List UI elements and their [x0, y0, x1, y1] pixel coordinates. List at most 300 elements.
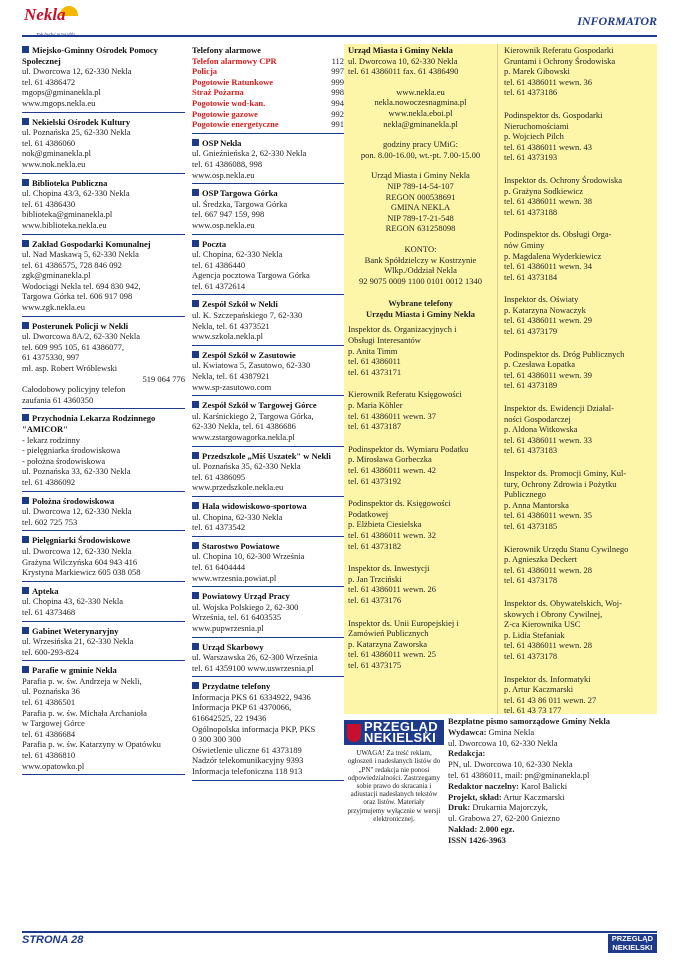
entry-line: skowych i Obrony Cywilnej,: [504, 608, 603, 619]
entry-title-text: Zespół Szkół w Nekli: [202, 299, 278, 310]
entry-line: 61 4375330, 997: [22, 352, 80, 363]
impressum-publisher: Wydawca: Gmina Nekla: [448, 726, 535, 737]
entry-title: [192, 501, 344, 512]
entry-line: Grażyna Wilczyńska 604 943 416: [22, 556, 138, 567]
entry-title-text: OSP Targowa Górka: [202, 188, 278, 199]
entry-line: - pielęgniarka środowiskowa: [22, 445, 121, 456]
contact-line: tel. 61 4386011 wewn. 32: [348, 529, 436, 540]
bullet-square-icon: [192, 351, 199, 358]
directory-entry: [192, 590, 344, 637]
entry-title: [192, 138, 344, 149]
contact-line: p. Elżbieta Ciesielska: [348, 519, 422, 530]
bullet-square-icon: [192, 189, 199, 196]
contact-entry: [348, 443, 493, 489]
directory-entry: [498, 109, 657, 166]
entry-line: p. Artur Kaczmarski: [504, 684, 574, 695]
entry-line: tel. 61 43 73 177: [504, 705, 562, 716]
alarm-row: [192, 87, 344, 98]
bullet-square-icon: [192, 300, 199, 307]
entry-line: tel. 61 4386011 wewn. 28: [504, 640, 592, 651]
entry-line: p. Marek Gibowski: [504, 66, 570, 77]
impressum-contact: tel. 61 4386011, mail: pn@gminanekla.pl: [448, 769, 590, 780]
bullet-square-icon: [22, 414, 29, 421]
entry-line: ul. Dworcowa 8A/2, 62-330 Nekla: [22, 331, 141, 342]
bullet-square-icon: [22, 536, 29, 543]
entry-line: ul. Poznańska 36: [22, 686, 80, 697]
town-hall-title: Urząd Miasta i Gminy Nekla: [348, 45, 453, 55]
entry-line: ul. Średzka, Targowa Górka: [192, 198, 288, 209]
contact-line: tel. 61 4373182: [348, 540, 402, 551]
contact-line: Zamówień Publicznych: [348, 628, 429, 639]
alarm-row: [192, 66, 344, 77]
entry-line: www.zgk.nekla.eu: [22, 302, 85, 313]
contact-line: Inspektor ds. Inwestycji: [348, 563, 430, 574]
info-line: pon. 8.00-16.00, wt.-pt. 7.00-15.00: [360, 149, 481, 160]
entry-line: ul. Poznańska 25, 62-330 Nekla: [22, 127, 131, 138]
entry-line: tel. 61 4386575, 728 846 092: [22, 259, 122, 270]
impressum: [448, 716, 657, 846]
info-line: www.nekla.eboi.pl: [388, 107, 453, 118]
alarm-service: Pogotowie wod-kan.: [192, 97, 266, 108]
info-line: Bank Spółdzielczy w Kostrzynie: [364, 254, 477, 265]
alarm-service: Telefon alarmowy CPR: [192, 55, 277, 66]
entry-line: p. Grażyna Sodkiewicz: [504, 185, 584, 196]
entry-title: [192, 451, 344, 462]
logo-word: Nekla: [24, 5, 66, 24]
entry-line: tel. 61 4386011 wewn. 28: [504, 564, 592, 575]
directory-entry: [498, 44, 657, 101]
contact-line: tel. 61 4386011 wewn. 42: [348, 465, 436, 475]
alarm-number: 998: [331, 87, 344, 98]
impressum-circulation: Nakład: 2.000 egz.: [448, 823, 515, 834]
entry-line: tel. 61 4372614: [192, 280, 246, 291]
entry-title: [192, 350, 344, 361]
entry-line: p. Katarzyna Nowaczyk: [504, 304, 586, 315]
entry-title: [192, 681, 344, 692]
entry-line: w Targowej Górce: [22, 718, 85, 729]
entry-line: tel. 61 43 86 011 wewn. 27: [504, 694, 597, 705]
contact-entry: [348, 617, 493, 674]
entry-title-text: Gabinet Weterynaryjny: [32, 625, 119, 636]
przeglad-logo: [344, 720, 444, 745]
entry-title: [192, 239, 344, 250]
alarm-number: 999: [331, 76, 344, 87]
info-line: Urzędu Miasta i Gminy Nekla: [365, 308, 476, 319]
town-hall-address: ul. Dworcowa 10, 62-330 Nekla: [348, 55, 458, 66]
entry-line: 0 300 300 300: [192, 734, 241, 745]
bullet-square-icon: [22, 497, 29, 504]
entry-line: Nekla, tel. 61 4387921: [192, 371, 270, 382]
info-line: Urząd Miasta i Gminy Nekla: [371, 170, 470, 181]
footer-logo-line1: PRZEGLĄD: [611, 934, 653, 943]
entry-line: Nieruchomościami: [504, 120, 569, 131]
directory-entry: [192, 187, 344, 234]
directory-entry: [498, 348, 657, 394]
entry-title-text: Pielęgniarki Środowiskowe: [32, 535, 131, 546]
contact-line: Podatkowej: [348, 508, 389, 519]
directory-entry: [22, 495, 185, 532]
directory-entry: [22, 534, 185, 581]
directory-entry: [498, 597, 657, 665]
entry-line: tel. 61 4386011 wewn. 35: [504, 510, 592, 521]
contact-entry: [348, 562, 493, 608]
impressum-design: Projekt, skład: Artur Kaczmarski: [448, 791, 565, 802]
directory-entry: [192, 641, 344, 678]
entry-title-text: Biblioteka Publiczna: [32, 177, 108, 188]
entry-line: tel. 61 4373186: [504, 87, 558, 98]
entry-line: www.szkola.nekla.pl: [192, 331, 263, 342]
entry-title-text: Powiatowy Urząd Pracy: [202, 591, 290, 602]
directory-entry: [22, 116, 185, 174]
entry-line: tel. 609 995 105, 61 4386077,: [22, 341, 124, 352]
info-line: NIP 789-17-21-548: [387, 212, 454, 223]
info-line: nekla@gminanekla.pl: [383, 118, 458, 129]
bullet-square-icon: [22, 322, 29, 329]
entry-title-text: Posterunek Policji w Nekli: [32, 320, 129, 331]
entry-line: Nekla, tel. 61 4373521: [192, 320, 270, 331]
entry-line: www.sp-zasutowo.com: [192, 381, 272, 392]
bullet-square-icon: [22, 179, 29, 186]
bullet-square-icon: [22, 627, 29, 634]
entry-line: p. Lidia Stefaniak: [504, 629, 565, 640]
directory-entry: [498, 228, 657, 285]
contact-line: p. Maria Köhler: [348, 400, 403, 411]
entry-line: ul. Nad Maskawą 5, 62-330 Nekla: [22, 249, 139, 260]
contact-entry: [348, 388, 493, 434]
info-line: NIP 789-14-54-107: [387, 180, 454, 191]
entry-line: Z-ca Kierownika USC: [504, 619, 581, 630]
entry-line: www.mgops.nekla.eu: [22, 97, 96, 108]
entry-title-text: Miejsko-Gminny Ośrodek Pomocy Społecznej: [22, 45, 158, 66]
entry-line: zaufania 61 4360350: [22, 394, 94, 405]
entry-line: tel. 61 6404444: [192, 561, 246, 572]
entry-line: - położna środowiskowa: [22, 455, 106, 466]
entry-line: tel. 61 4386011 wewn. 36: [504, 76, 592, 87]
bullet-square-icon: [22, 587, 29, 594]
info-line: godziny pracy UMiG:: [382, 139, 459, 150]
alarm-row: [192, 98, 344, 109]
alarm-row: [192, 119, 344, 130]
alarm-service: Straż Pożarna: [192, 87, 244, 98]
info-line: Wybrane telefony: [388, 298, 453, 309]
entry-title-text: Przydatne telefony: [202, 681, 271, 692]
entry-line: tel. 61 4373178: [504, 650, 558, 661]
entry-title-text: Nekielski Ośrodek Kultury: [32, 116, 131, 127]
entry-title-text: Starostwo Powiatowe: [202, 540, 280, 551]
contact-line: tel. 61 4386011 wewn. 26: [348, 584, 436, 595]
entry-line: tel. 61 4386095: [192, 471, 246, 482]
entry-title: [192, 642, 344, 653]
directory-entry: [498, 293, 657, 339]
entry-line: p. Anna Mantorska: [504, 499, 569, 510]
contact-line: p. Mirosława Gorbeczka: [348, 454, 432, 465]
entry-line: www.zstargowagorka.nekla.pl: [192, 432, 295, 442]
entry-line: tel. 61 4386684: [22, 728, 76, 739]
bullet-square-icon: [192, 592, 199, 599]
alarm-row: [192, 56, 344, 67]
entry-title: [22, 321, 185, 332]
entry-title: [22, 117, 185, 128]
bullet-square-icon: [192, 240, 199, 247]
footer-logo: [608, 934, 657, 953]
entry-title: [192, 591, 344, 602]
entry-line: 62-330 Nekla, tel. 61 4386686: [192, 421, 296, 432]
entry-line: tel. 61 4373188: [504, 206, 558, 217]
alarm-title: Telefony alarmowe: [192, 45, 261, 55]
info-line: 92 9075 0009 1100 0101 0012 1340: [359, 275, 482, 286]
info-line: KONTO:: [404, 243, 437, 254]
entry-line: tel. 61 4386088, 998: [192, 158, 263, 169]
entry-line: tel. 61 4386092: [22, 476, 76, 487]
entry-line: Informacja PKS 61 6334922, 9436: [192, 691, 311, 702]
contact-line: tel. 61 4373175: [348, 659, 402, 670]
entry-line: tel. 600-293-824: [22, 646, 79, 657]
directory-entry: [22, 44, 185, 113]
contact-line: tel. 61 4373171: [348, 366, 402, 377]
entry-line: zgk@gminanekla.pl: [22, 270, 91, 281]
contact-line: tel. 61 4373187: [348, 421, 402, 432]
entry-line: - lekarz rodzinny: [22, 434, 81, 445]
contact-entry: [348, 323, 493, 380]
directory-entry: [192, 399, 344, 446]
entry-line: www.przedszkole.nekla.eu: [192, 482, 284, 493]
entry-line: www.osp.nekla.eu: [192, 219, 255, 230]
column-institutions: [22, 44, 185, 778]
entry-line: Inspektor ds. Informatyki: [504, 673, 591, 684]
entry-line: ul. Dworcowa 12, 62-330 Nekla: [22, 506, 132, 517]
entry-line: ul. Dworcowa 12, 62-330 Nekla: [22, 545, 132, 556]
entry-line: tel. 61 4386011 wewn. 39: [504, 369, 592, 380]
entry-line: Informacja telefoniczna 118 913: [192, 766, 303, 777]
entry-line: biblioteka@gminanekla.pl: [22, 209, 113, 220]
directory-entry: [192, 680, 344, 780]
contact-line: Podinspektor ds. Księgowości: [348, 498, 451, 509]
entry-line: tel. 602 725 753: [22, 516, 78, 527]
info-line: REGON 631258098: [385, 223, 456, 234]
contact-line: Inspektor ds. Unii Europejskiej i: [348, 617, 459, 628]
impressum-editor: Redaktor naczelny: Karol Balicki: [448, 780, 568, 791]
contact-line: tel. 61 4373192: [348, 475, 402, 486]
contact-line: Inspektor ds. Organizacyjnych i: [348, 324, 457, 335]
entry-line: nok@gminanekla.pl: [22, 148, 91, 159]
entry-title-text: Hala widowiskowo-sportowa: [202, 500, 307, 511]
entry-line: Parafia p. w. św. Andrzeja w Nekli,: [22, 675, 142, 686]
entry-line: Kierownik Urzędu Stanu Cywilnego: [504, 543, 629, 554]
entry-line: Inspektor ds. Obywatelskich, Woj-: [504, 597, 622, 608]
entry-line: tel. 61 4386011 wewn. 43: [504, 141, 592, 152]
entry-line: Oświetlenie uliczne 61 4373189: [192, 744, 302, 755]
directory-entry: [22, 238, 185, 317]
directory-entry: [192, 349, 344, 396]
entry-line: tel. 61 4386810: [22, 750, 76, 761]
info-line: www.nekla.eu: [396, 86, 445, 97]
coat-of-arms-icon: [347, 724, 361, 742]
entry-line: tel. 61 4386011 wewn. 38: [504, 196, 592, 207]
entry-line: tel. 61 4386430: [22, 198, 76, 209]
entry-line: p. Magdalena Wyderkiewicz: [504, 250, 602, 261]
entry-title-text: Zakład Gospodarki Komunalnej: [32, 238, 151, 249]
entry-line: Gruntami i Ochrony Środowiska: [504, 55, 616, 66]
entry-line: Parafia p. w. św. Katarzyny w Opatówku: [22, 739, 161, 750]
alarm-service: Pogotowie energetyczne: [192, 119, 279, 130]
directory-entry: [192, 500, 344, 537]
directory-entry: [192, 540, 344, 587]
bullet-square-icon: [192, 502, 199, 509]
entry-line: ul. Kwiatowa 5, Zasutowo, 62-330: [192, 360, 311, 371]
contact-line: tel. 61 4386011 wewn. 25: [348, 649, 436, 660]
entry-line: tel. 61 4373184: [504, 271, 558, 282]
bullet-square-icon: [22, 46, 29, 53]
entry-line: Inspektor ds. Ochrony Środowiska: [504, 174, 623, 185]
entry-line: Krystyna Markiewicz 605 038 058: [22, 567, 141, 578]
entry-title: [192, 541, 344, 552]
entry-line: ności Gospodarczej: [504, 413, 571, 424]
entry-line: tel. 61 4373179: [504, 326, 558, 337]
logo-line1: PRZEGLĄD: [364, 719, 438, 734]
impressum-editorial-address: PN, ul. Dworcowa 10, 62-330 Nekla: [448, 759, 573, 770]
entry-line: Podinspektor ds. Obsługi Orga-: [504, 229, 612, 240]
town-hall-phone: tel. 61 4386011 fax. 61 4386490: [348, 66, 459, 77]
entry-line: tel. 61 4373189: [504, 380, 558, 391]
entry-line: Nadzór telekomunikacyjny 9393: [192, 755, 304, 766]
entry-line: www.opatowko.pl: [22, 760, 85, 771]
alarm-row: [192, 77, 344, 88]
directory-entry: [22, 412, 185, 491]
directory-entry: [498, 402, 657, 459]
entry-title: [22, 413, 185, 434]
contact-line: Kierownik Referatu Księgowości: [348, 389, 462, 400]
entry-line: tel. 61 4386440: [192, 259, 246, 270]
entry-line: tel. 61 4386501: [22, 697, 76, 708]
entry-line: ul. K. Szczepańskiego 7, 62-330: [192, 310, 303, 321]
impressum-print: Druk: Drukarnia Majorczyk,: [448, 802, 548, 813]
entry-line: ul. Poznańska 35, 62-330 Nekla: [192, 461, 301, 472]
entry-line: 616642525, 22 19436: [192, 713, 267, 724]
entry-line: ul. Chopina, 62-330 Nekla: [192, 511, 283, 522]
impressum-area: [344, 716, 657, 931]
footer-divider: [22, 931, 657, 933]
impressum-print-address: ul. Grabowa 27, 62-200 Gniezno: [448, 813, 560, 824]
info-line: GMINA NEKLA: [390, 202, 451, 213]
directory-entry: [22, 664, 185, 775]
entry-line: www.wrzesnia.powiat.pl: [192, 572, 277, 583]
entry-line: Kierownik Referatu Gospodarki: [504, 45, 614, 55]
alarm-number: 994: [331, 97, 344, 108]
column-town-hall: [344, 44, 498, 714]
entry-line: tel. 61 4373542: [192, 522, 246, 533]
entry-line: tel. 61 4386011 wewn. 34: [504, 261, 592, 272]
alarm-number: 997: [331, 66, 344, 77]
directory-entry: [498, 673, 657, 719]
entry-title: [22, 496, 185, 507]
entry-line: Września, tel. 61 6403535: [192, 612, 282, 623]
przeglad-nekielski-box: [344, 720, 444, 823]
entry-line: Inspektor ds. Oświaty: [504, 294, 579, 305]
entry-line: www.biblioteka.nekla.eu: [22, 219, 107, 230]
entry-line: www.nok.nekla.eu: [22, 158, 86, 169]
bullet-square-icon: [192, 542, 199, 549]
entry-line: www.osp.nekla.eu: [192, 169, 255, 180]
entry-line: p. Wojciech Pilch: [504, 131, 564, 142]
footer-logo-line2: NEKIELSKI: [612, 942, 653, 952]
directory-entry: [22, 625, 185, 662]
entry-title-text: Zespół Szkół w Targowej Górce: [202, 400, 317, 411]
entry-line: ul. Chopina 43, 62-330 Nekla: [22, 596, 124, 607]
bullet-square-icon: [22, 118, 29, 125]
alarm-service: Pogotowie Ratunkowe: [192, 76, 273, 87]
directory-entry: [22, 320, 185, 410]
bullet-square-icon: [22, 240, 29, 247]
entry-line: mgops@gminanekla.pl: [22, 87, 101, 98]
entry-line: Publicznego: [504, 489, 547, 500]
entry-line: ul. Poznańska 33, 62-330 Nekla: [22, 466, 131, 477]
section-title: INFORMATOR: [577, 14, 657, 28]
entry-title-text: Przedszkole „Miś Uszatek" w Nekli: [202, 450, 331, 461]
entry-title-text: Zespół Szkół w Zasutowie: [202, 349, 296, 360]
entry-line: ul. Wojska Polskiego 2, 62-300: [192, 601, 299, 612]
impressum-editorial-label: Redakcja:: [448, 748, 486, 759]
impressum-headline: Bezpłatne pismo samorządowe Gminy Nekla: [448, 716, 610, 726]
entry-line: ul. Chopina 10, 62-300 Września: [192, 551, 305, 562]
entry-title: [192, 299, 344, 310]
directory-entry: [22, 177, 185, 235]
entry-line: ul. Chopina 43/3, 62-330 Nekla: [22, 188, 130, 199]
directory-entry: [22, 585, 185, 622]
entry-line: www.pupwrzesnia.pl: [192, 622, 264, 633]
entry-title-text: Poczta: [202, 238, 227, 249]
entry-line: Podinspektor ds. Gospodarki: [504, 109, 603, 120]
entry-line: ul. Karśnickiego 2, Targowa Górka,: [192, 410, 314, 421]
info-line: REGON 000538691: [385, 191, 456, 202]
entry-title-text: Położna środowiskowa: [32, 495, 115, 506]
alarm-row: [192, 109, 344, 120]
impressum-publisher-address: ul. Dworcowa 10, 62-330 Nekla: [448, 737, 558, 748]
entry-line: ul. Dworcowa 12, 62-330 Nekla: [22, 66, 132, 77]
alarm-number: 112: [331, 55, 344, 66]
entry-line: tury, Ochrony Zdrowia i Pożytku: [504, 478, 617, 489]
contact-line: Podinspektor ds. Wymiaru Podatku: [348, 443, 469, 454]
entry-line: Podinspektor ds. Dróg Publicznych: [504, 348, 625, 359]
info-line: Wlkp./Oddział Nekla: [384, 265, 457, 276]
entry-line: p. Czesława Łopatka: [504, 359, 576, 370]
contact-line: Obsługi Interesantów: [348, 335, 421, 346]
bullet-square-icon: [22, 666, 29, 673]
entry-line: Agencja pocztowa Targowa Górka: [192, 270, 310, 281]
bullet-square-icon: [192, 643, 199, 650]
entry-line: ul. Chopina, 62-330 Nekla: [192, 249, 283, 260]
entry-line: tel. 61 4373178: [504, 575, 558, 586]
entry-title-text: Parafie w gminie Nekla: [32, 665, 117, 676]
entry-line: tel. 61 4386472: [22, 76, 76, 87]
entry-title: [22, 665, 185, 676]
entry-line: tel. 61 4386011 wewn. 33: [504, 434, 592, 445]
column-services: [192, 44, 344, 784]
alarm-service: Pogotowie gazowe: [192, 108, 258, 119]
column-officials: [498, 44, 657, 714]
entry-title: [192, 400, 344, 411]
bullet-square-icon: [192, 139, 199, 146]
alarm-block: [192, 44, 344, 134]
editorial-notice: UWAGA! Za treść reklam, ogłoszeń i nadesłanych listów do „PN" redakcja nie ponosi odpowiedzialności. Zastrzegamy sobie prawo do skracania i adiustacji nadesłanych tekstów oraz listów. Materiały przyjmujemy wyłącznie w wersji elektronicznej.: [347, 749, 441, 823]
entry-line: tel. 667 947 159, 998: [192, 209, 265, 220]
impressum-issn: ISSN 1426-3963: [448, 834, 506, 845]
entry-line: tel. 61 4373468: [22, 606, 76, 617]
contact-line: p. Katarzyna Zaworska: [348, 638, 428, 649]
page-header: [0, 0, 679, 44]
alarm-service: Policja: [192, 66, 218, 77]
entry-title: [192, 188, 344, 199]
directory-entry: [192, 298, 344, 345]
